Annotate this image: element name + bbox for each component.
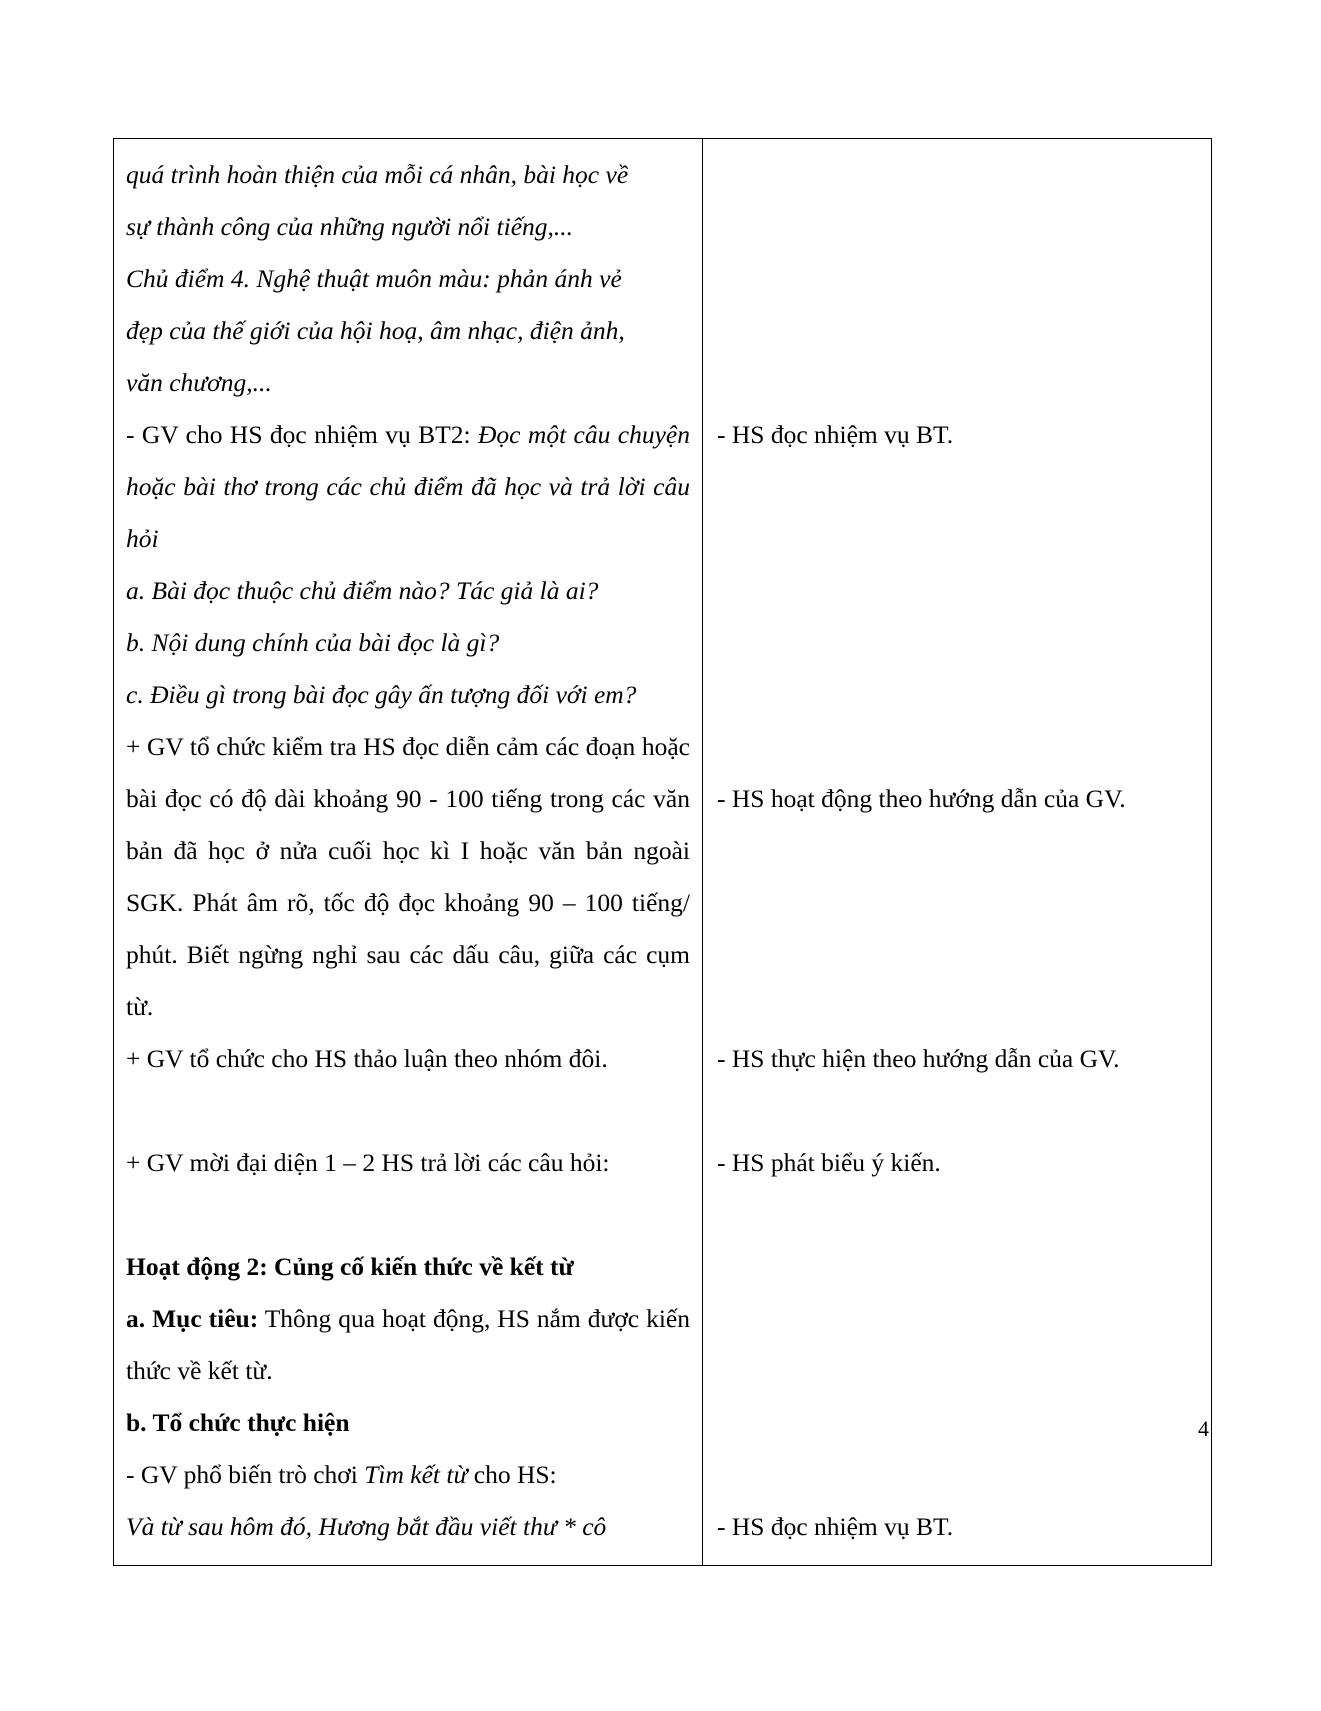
intro-line-4: đẹp của thế giới của hội hoạ, âm nhạc, điện ảnh, <box>126 316 625 345</box>
table-cell-student-activities <box>703 139 1212 1566</box>
bt2-instruction <box>126 409 690 565</box>
activity-2-objective-body: Thông qua hoạt động, HS nắm được kiến thức về kết từ. <box>126 1304 690 1385</box>
right-spacer-mid-1 <box>717 461 1199 773</box>
question-a: a. Bài đọc thuộc chủ điểm nào? Tác giả là ai? <box>126 576 599 605</box>
student-response-share-opinion: - HS phát biểu ý kiến. <box>717 1148 941 1177</box>
right-spacer-mid-3 <box>717 1085 1199 1137</box>
intro-line-1: quá trình hoàn thiện của mỗi cá nhân, bài học về <box>126 160 629 189</box>
bt2-instruction-body: Đọc một câu chuyện hoặc bài thơ trong các chủ điểm đã học và trả lời câu hỏi <box>126 420 690 553</box>
gap-spacer-1 <box>126 1085 690 1137</box>
game-introduction-suffix: cho HS: <box>467 1460 557 1489</box>
student-response-read-task-2: - HS đọc nhiệm vụ BT. <box>717 1512 954 1541</box>
game-example-sentence: Và từ sau hôm đó, Hương bắt đầu viết thư * cô <box>126 1512 607 1541</box>
page-number: 4 <box>1198 1416 1209 1441</box>
question-b: b. Nội dung chính của bài đọc là gì? <box>126 628 500 657</box>
activity-2-objective-label: a. Mục tiêu: <box>126 1304 259 1333</box>
intro-line-3: Chủ điểm 4. Nghệ thuật muôn màu: phản ánh vẻ <box>126 264 622 293</box>
reading-check-paragraph: + GV tổ chức kiểm tra HS đọc diễn cảm các đoạn hoặc bài đọc có độ dài khoảng 90 - 100 tiếng trong các văn bản đã học ở nửa cuối học kì I hoặc văn bản ngoài SGK. Phát âm rõ, tốc độ đọc khoảng 90 – 100 tiếng/ phút. Biết ngừng nghỉ sau các dấu câu, giữa các cụm từ. <box>126 732 690 1021</box>
game-introduction-line <box>126 1449 690 1501</box>
invite-representatives-line: + GV mời đại diện 1 – 2 HS trả lời các câu hỏi: <box>126 1148 610 1177</box>
lesson-plan-table <box>113 138 1212 1566</box>
intro-line-5: văn chương,... <box>126 368 272 397</box>
table-cell-teacher-activities <box>114 139 703 1566</box>
right-spacer-mid-5 <box>717 1449 1199 1501</box>
gap-spacer-2 <box>126 1189 690 1241</box>
table-row <box>114 139 1212 1566</box>
student-response-read-task-1: - HS đọc nhiệm vụ BT. <box>717 420 954 449</box>
activity-2-heading: Hoạt động 2: Củng cố kiến thức về kết từ <box>126 1252 574 1281</box>
pair-discussion-line: + GV tổ chức cho HS thảo luận theo nhóm đôi. <box>126 1044 608 1073</box>
right-spacer-mid-4 <box>717 1189 1199 1449</box>
bt2-instruction-prefix: - GV cho HS đọc nhiệm vụ BT2: <box>126 420 479 449</box>
right-spacer-mid-2 <box>717 825 1199 1033</box>
game-title: Tìm kết từ <box>364 1460 468 1489</box>
right-spacer-top <box>717 149 1199 409</box>
activity-2-organization-label: b. Tổ chức thực hiện <box>126 1408 350 1437</box>
student-response-follow-guidance: - HS hoạt động theo hướng dẫn của GV. <box>717 784 1126 813</box>
game-introduction-prefix: - GV phổ biến trò chơi <box>126 1460 365 1489</box>
intro-line-2: sự thành công của những người nổi tiếng,... <box>126 212 574 241</box>
question-c: c. Điều gì trong bài đọc gây ấn tượng đối với em? <box>126 680 637 709</box>
student-response-perform-guidance: - HS thực hiện theo hướng dẫn của GV. <box>717 1044 1120 1073</box>
activity-2-objective <box>126 1293 690 1397</box>
